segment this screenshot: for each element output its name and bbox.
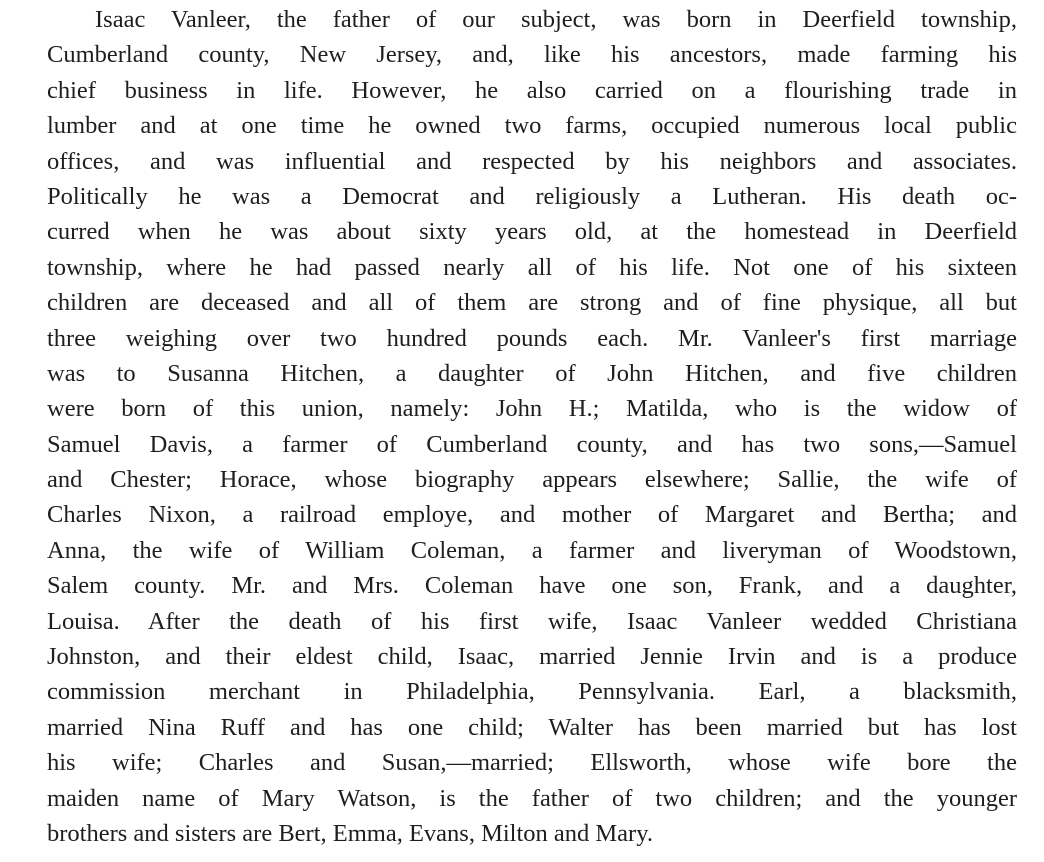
text-line: Johnston, and their eldest child, Isaac, married Jennie Irvin and is a produce [47, 643, 1017, 671]
text-line: brothers and sisters are Bert, Emma, Evans, Milton and Mary. [47, 819, 654, 847]
text-line: and Chester; Horace, whose biography appears elsewhere; Sallie, the wife of [47, 466, 1017, 494]
text-line: Charles Nixon, a railroad employe, and mother of Margaret and Bertha; and [47, 501, 1017, 529]
text-line: Cumberland county, New Jersey, and, like his ancestors, made farming his [47, 41, 1017, 69]
text-line: three weighing over two hundred pounds each. Mr. Vanleer's first marriage [47, 324, 1017, 352]
text-line: Samuel Davis, a farmer of Cumberland county, and has two sons,—Samuel [47, 430, 1017, 458]
text-line: offices, and was influential and respected by his neighbors and associates. [47, 147, 1017, 175]
text-line: married Nina Ruff and has one child; Walter has been married but has lost [47, 713, 1017, 741]
text-line: his wife; Charles and Susan,—married; Ellsworth, whose wife bore the [47, 749, 1017, 777]
text-line: Salem county. Mr. and Mrs. Coleman have one son, Frank, and a daughter, [47, 572, 1017, 600]
text-line: chief business in life. However, he also carried on a flourishing trade in [47, 76, 1017, 104]
text-line: maiden name of Mary Watson, is the father of two children; and the younger [47, 784, 1017, 812]
text-line: were born of this union, namely: John H.; Matilda, who is the widow of [47, 395, 1017, 423]
text-line: Louisa. After the death of his first wife, Isaac Vanleer wedded Christiana [47, 607, 1017, 635]
text-line: was to Susanna Hitchen, a daughter of John Hitchen, and five children [47, 359, 1017, 387]
text-line: Isaac Vanleer, the father of our subject, was born in Deerfield township, [95, 6, 1017, 33]
biography-paragraph [47, 2, 1017, 851]
text-line: curred when he was about sixty years old, at the homestead in Deerfield [47, 218, 1017, 246]
text-line: commission merchant in Philadelphia, Pennsylvania. Earl, a blacksmith, [47, 678, 1017, 706]
text-line: Politically he was a Democrat and religiously a Lutheran. His death oc- [47, 182, 1017, 210]
text-line: lumber and at one time he owned two farms, occupied numerous local public [47, 112, 1017, 140]
text-line: township, where he had passed nearly all of his life. Not one of his sixteen [47, 253, 1017, 281]
text-line: children are deceased and all of them are strong and of fine physique, all but [47, 289, 1017, 317]
text-line: Anna, the wife of William Coleman, a farmer and liveryman of Woodstown, [47, 536, 1017, 564]
